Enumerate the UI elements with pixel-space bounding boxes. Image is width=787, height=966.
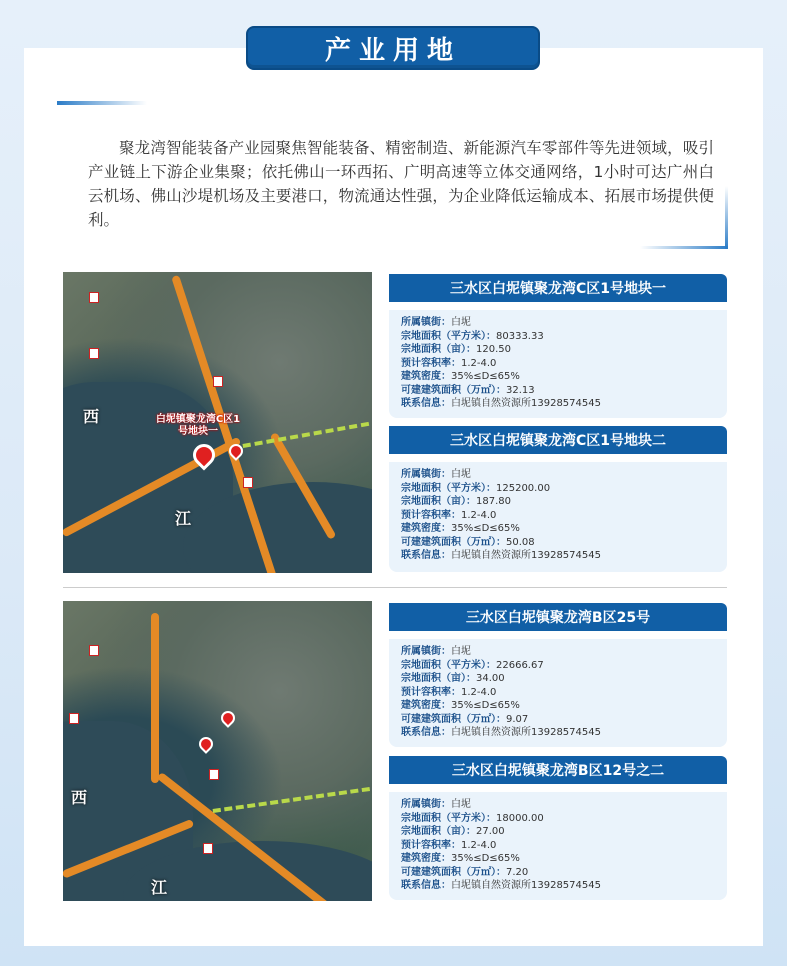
river-label-west: 西 — [71, 788, 88, 807]
decorative-line-vertical — [725, 186, 728, 249]
poi-label — [213, 376, 223, 387]
plot-info: 所属镇街：白坭 宗地面积（平方米）：125200.00 宗地面积（亩）：187.80 预计容积率：1.2-4.0 建筑密度：35%≤D≤65% 可建建筑面积（万㎡）：50.08 联系信息：白坭镇自然资源所13928574545 — [389, 462, 727, 572]
location-pin-icon — [218, 708, 238, 728]
construction-road — [242, 420, 372, 450]
plot-title: 三水区白坭镇聚龙湾C区1号地块一 — [389, 274, 727, 302]
decorative-line-top — [57, 101, 147, 105]
plot-title: 三水区白坭镇聚龙湾B区12号之二 — [389, 756, 727, 784]
satellite-map-c-zone — [63, 272, 372, 573]
river-label-west: 西 — [83, 407, 100, 426]
construction-road — [213, 785, 372, 815]
page-title: 产业用地 — [246, 26, 540, 70]
river-label-jiang: 江 — [175, 509, 192, 528]
poi-label — [243, 477, 253, 488]
plot-title: 三水区白坭镇聚龙湾B区25号 — [389, 603, 727, 631]
section-divider — [63, 587, 727, 588]
location-pin-icon — [196, 734, 216, 754]
plot-info: 所属镇街：白坭 宗地面积（平方米）：18000.00 宗地面积（亩）：27.00 预计容积率：1.2-4.0 建筑密度：35%≤D≤65% 可建建筑面积（万㎡）：7.20 联系信息：白坭镇自然资源所13928574545 — [389, 792, 727, 900]
satellite-map-b-zone — [63, 601, 372, 901]
site-label: 白坭镇聚龙湾C区1号地块一 — [155, 414, 241, 437]
poi-label — [209, 769, 219, 780]
poi-label — [203, 843, 213, 854]
poi-label — [89, 292, 99, 303]
poi-label — [89, 645, 99, 656]
plot-info: 所属镇街：白坭 宗地面积（平方米）：22666.67 宗地面积（亩）：34.00 预计容积率：1.2-4.0 建筑密度：35%≤D≤65% 可建建筑面积（万㎡）：9.07 联系信息：白坭镇自然资源所13928574545 — [389, 639, 727, 747]
highway-road — [151, 613, 159, 783]
intro-paragraph: 聚龙湾智能装备产业园聚焦智能装备、精密制造、新能源汽车零部件等先进领域，吸引产业链上下游企业集聚；依托佛山一环西拓、广明高速等立体交通网络，1小时可达广州白云机场、佛山沙堤机场及主要港口，物流通达性强，为企业降低运输成本、拓展市场提供便利。 — [88, 139, 714, 229]
river-label-jiang: 江 — [151, 878, 168, 897]
decorative-line-bottom — [640, 246, 728, 249]
poi-label — [89, 348, 99, 359]
plot-title: 三水区白坭镇聚龙湾C区1号地块二 — [389, 426, 727, 454]
plot-info: 所属镇街：白坭 宗地面积（平方米）：80333.33 宗地面积（亩）：120.50 预计容积率：1.2-4.0 建筑密度：35%≤D≤65% 可建建筑面积（万㎡）：32.13 联系信息：白坭镇自然资源所13928574545 — [389, 310, 727, 418]
poi-label — [69, 713, 79, 724]
